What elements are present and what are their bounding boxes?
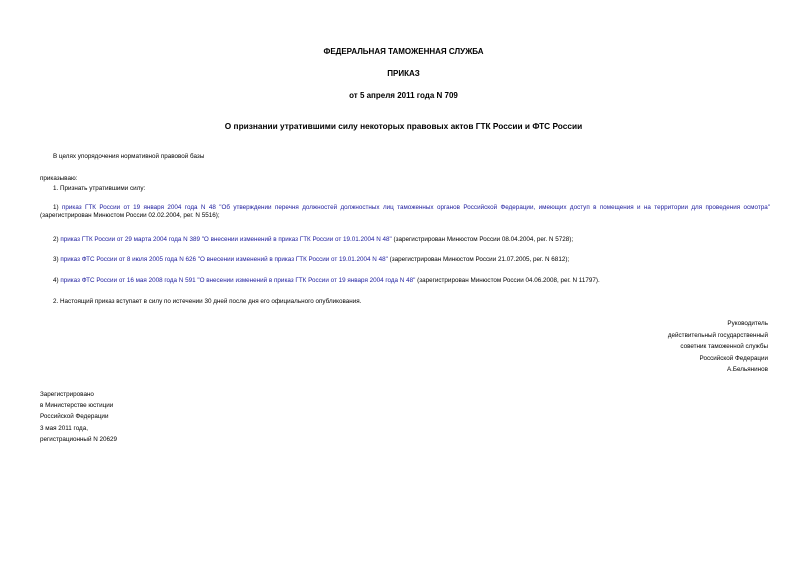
list-item xyxy=(40,256,770,264)
registration-line: 3 мая 2011 года, xyxy=(40,424,88,432)
registration-line: Зарегистрировано xyxy=(40,391,94,398)
item-number: 1) xyxy=(53,204,62,211)
list-item xyxy=(40,236,770,244)
intro-paragraph: В целях упорядочения нормативной правовой базы xyxy=(53,153,205,160)
point-1: 1. Признать утратившими силу: xyxy=(53,185,146,192)
registration-line: в Министерстве юстиции xyxy=(40,402,114,410)
item-tail: (зарегистрирован Минюстом России 21.07.2005, рег. N 6812); xyxy=(387,256,570,263)
list-item xyxy=(40,277,770,285)
item-3-link[interactable]: приказ ФТС России от 8 июля 2005 года N 626 "О внесении изменений в приказ ГТК России от 19.01.2004 N 48" xyxy=(60,256,388,263)
signature-name: А.Бельянинов xyxy=(726,366,768,373)
item-2-link[interactable]: приказ ГТК России от 29 марта 2004 года N 389 "О внесении изменений в приказ ГТК России от 19.01.2004 N 48" xyxy=(60,236,392,243)
doc-type-heading: ПРИКАЗ xyxy=(387,69,420,78)
item-number: 2) xyxy=(53,236,61,243)
date-number-heading: от 5 апреля 2011 года N 709 xyxy=(349,91,458,100)
order-word: приказываю: xyxy=(40,175,78,182)
signature-block xyxy=(520,318,768,376)
registration-line: регистрационный N 20629 xyxy=(40,435,118,443)
item-1-link[interactable]: приказ ГТК России от 19 января 2004 года N 48 "Об утверждении перечня должностей должностных лиц таможенных органов Российской Федерации, имеющих доступ в помещения и на территории для проведения осмотра" xyxy=(62,204,771,211)
subject-heading: О признании утратившими силу некоторых правовых актов ГТК России и ФТС России xyxy=(224,121,583,131)
item-4-link[interactable]: приказ ФТС России от 16 мая 2008 года N 591 "О внесении изменений в приказ ГТК России от 19 января 2004 года N 48" xyxy=(60,277,416,284)
signature-line: Руководитель xyxy=(727,320,768,327)
signature-line: Российской Федерации xyxy=(699,354,768,362)
signature-line: действительный государственный xyxy=(667,331,768,339)
list-item xyxy=(40,204,770,220)
registration-block xyxy=(40,389,260,445)
item-number: 3) xyxy=(53,256,61,263)
item-number: 4) xyxy=(53,277,61,284)
agency-heading: ФЕДЕРАЛЬНАЯ ТАМОЖЕННАЯ СЛУЖБА xyxy=(323,47,484,56)
signature-line: советник таможенной службы xyxy=(680,343,768,350)
registration-line: Российской Федерации xyxy=(40,413,109,421)
item-tail: (зарегистрирован Минюстом России 08.04.2004, рег. N 5728); xyxy=(391,236,574,243)
item-tail: (зарегистрирован Минюстом России 02.02.2004, рег. N 5516); xyxy=(40,212,220,220)
item-tail: (зарегистрирован Минюстом России 04.06.2008, рег. N 11797). xyxy=(415,277,600,284)
point-2: 2. Настоящий приказ вступает в силу по истечении 30 дней после дня его официального опубликования. xyxy=(53,298,362,305)
